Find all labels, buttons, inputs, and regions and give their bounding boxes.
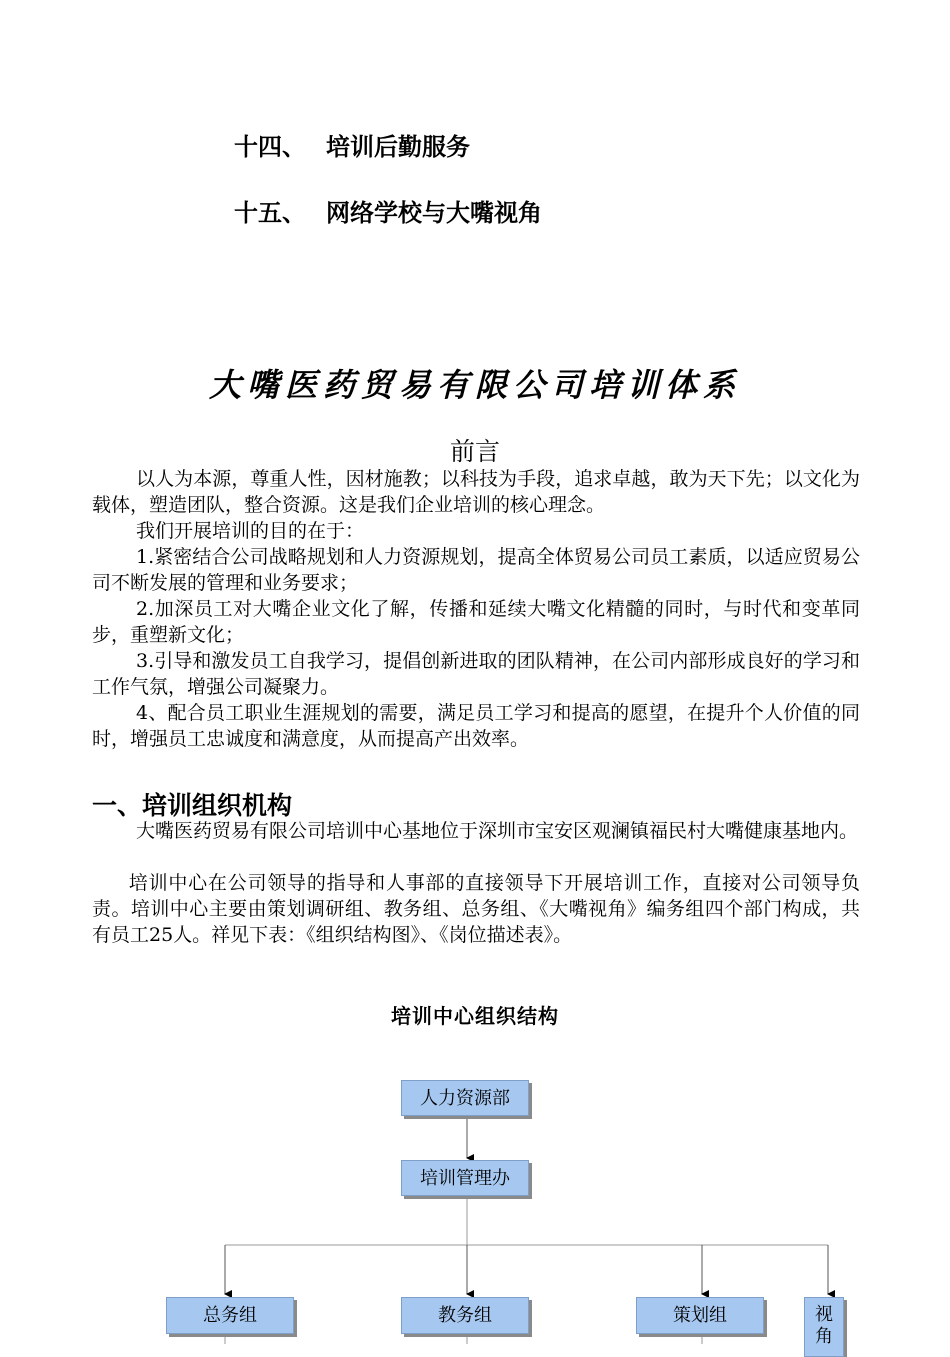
- org-node-training-office: 培训管理办: [401, 1160, 529, 1196]
- org-node-hr: 人力资源部: [401, 1080, 529, 1116]
- org-node-academic-affairs: 教务组: [401, 1297, 529, 1334]
- toc-item-title: 网络学校与大嘴视角: [326, 199, 542, 227]
- org-node-general-affairs: 总务组: [166, 1297, 294, 1334]
- toc-item-number: 十五、: [234, 199, 306, 227]
- section-heading: 一、培训组织机构: [92, 791, 293, 820]
- preface-paragraph: 2.加深员工对大嘴企业文化了解，传播和延续大嘴文化精髓的同时，与时代和变革同步，重塑新文化；: [92, 598, 860, 646]
- org-node-perspective-partial: 视 角: [804, 1297, 844, 1357]
- preface-heading: 前言: [449, 437, 500, 466]
- preface-paragraph: 4、配合员工职业生涯规划的需要，满足员工学习和提高的愿望，在提升个人价值的同时，增强员工忠诚度和满意度，从而提高产出效率。: [92, 702, 860, 750]
- preface-paragraph: 以人为本源，尊重人性，因材施教；以科技为手段，追求卓越，敢为天下先；以文化为载体，塑造团队，整合资源。这是我们企业培训的核心理念。: [92, 468, 860, 516]
- preface-paragraph: 我们开展培训的目的在于：: [136, 520, 365, 542]
- preface-paragraph: 1.紧密结合公司战略规划和人力资源规划，提高全体贸易公司员工素质，以适应贸易公司不断发展的管理和业务要求；: [92, 546, 860, 594]
- toc-item-title: 培训后勤服务: [326, 133, 470, 161]
- org-chart-title: 培训中心组织结构: [391, 1004, 559, 1028]
- document-title: 大嘴医药贸易有限公司培训体系: [208, 366, 741, 404]
- preface-paragraph: 3.引导和激发员工自我学习，提倡创新进取的团队精神，在公司内部形成良好的学习和工作气氛，增强公司凝聚力。: [92, 650, 860, 698]
- section-paragraph: 大嘴医药贸易有限公司培训中心基地位于深圳市宝安区观澜镇福民村大嘴健康基地内。: [136, 820, 859, 842]
- section-paragraph: 培训中心在公司领导的指导和人事部的直接领导下开展培训工作，直接对公司领导负责。培训中心主要由策划调研组、教务组、总务组、《大嘴视角》编务组四个部门构成，共有员工25人。祥见下表：《组织结构图》、《岗位描述表》。: [92, 872, 860, 946]
- toc-item-number: 十四、: [234, 133, 306, 161]
- org-node-planning: 策划组: [636, 1297, 764, 1334]
